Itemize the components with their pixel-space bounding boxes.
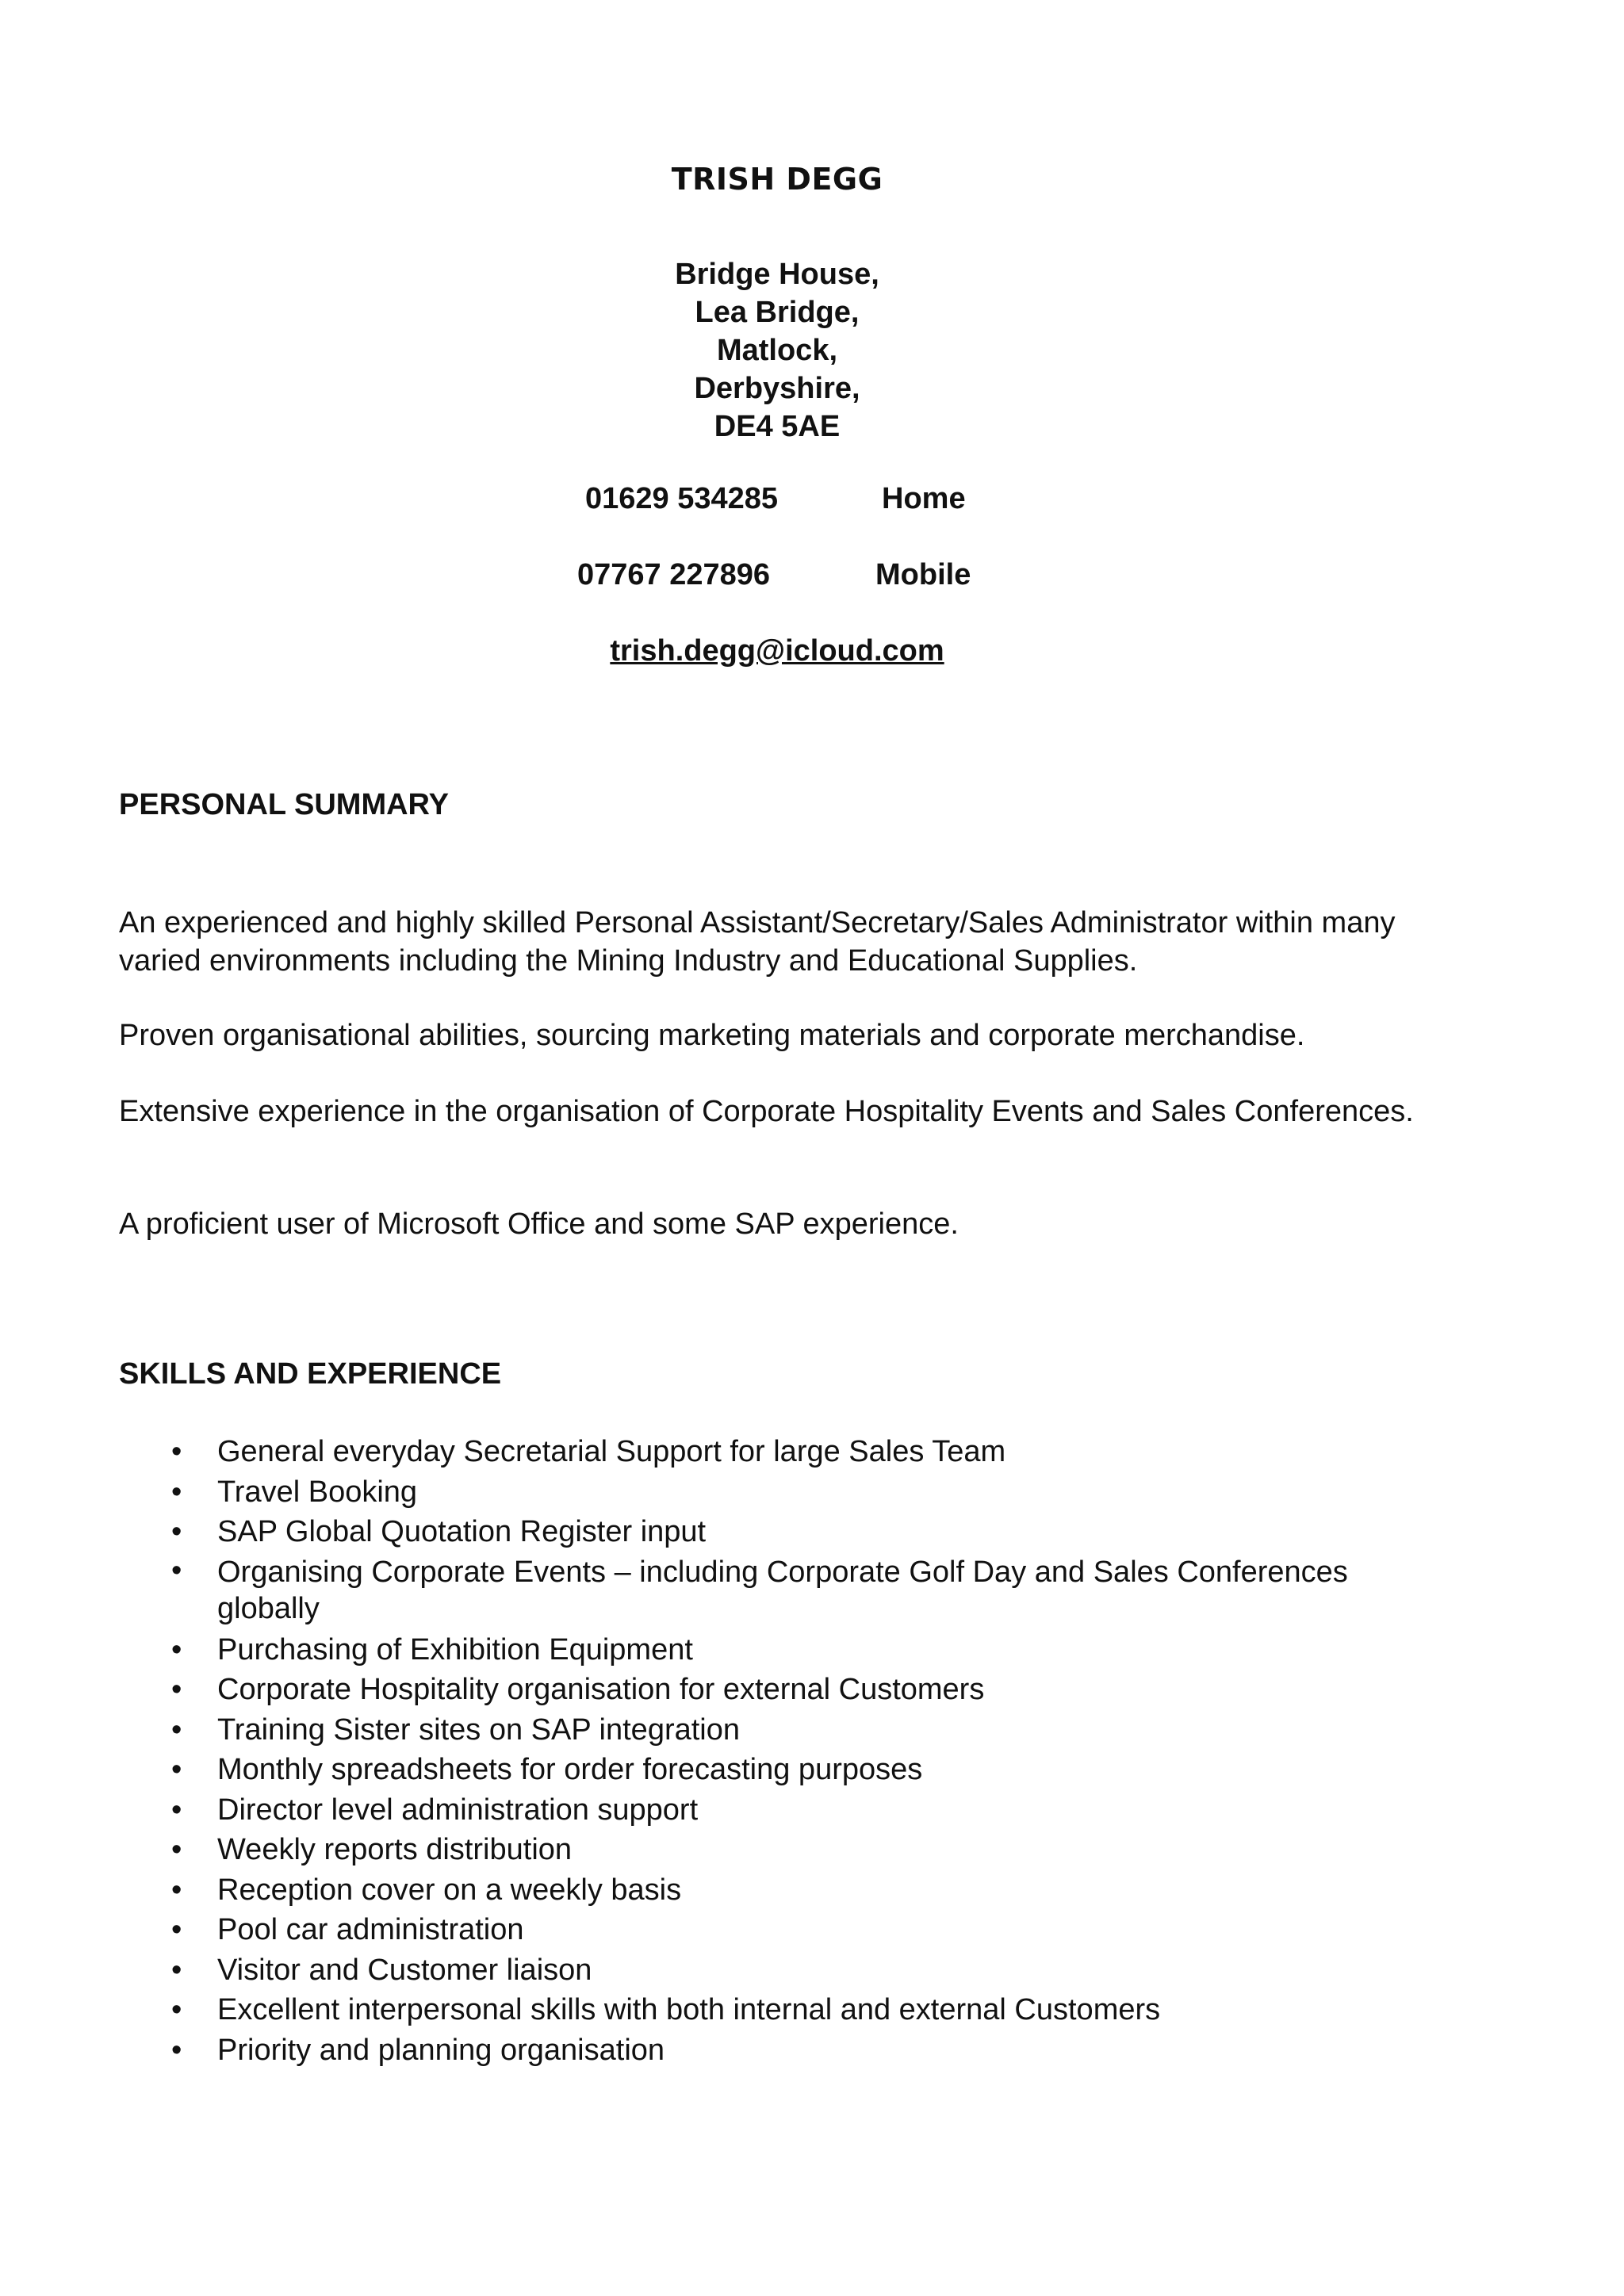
bullet-icon: • (171, 1475, 182, 1509)
summary-paragraph: An experienced and highly skilled Personal Assistant/Secretary/Sales Administrator within many varied environments including the Mining Industry and Educational Supplies. (119, 906, 1396, 978)
summary-paragraph: Extensive experience in the organisation of Corporate Hospitality Events and Sales Conferences. (119, 1095, 1414, 1128)
skill-text: Purchasing of Exhibition Equipment (217, 1632, 693, 1667)
list-item (119, 1432, 1467, 1472)
address-line: Derbyshire, (694, 372, 860, 405)
skill-text: Training Sister sites on SAP integration (217, 1712, 741, 1747)
list-item (119, 2030, 1467, 2071)
summary-paragraph: A proficient user of Microsoft Office and some SAP experience. (119, 1207, 959, 1241)
skill-text: SAP Global Quotation Register input (217, 1515, 707, 1548)
list-item (119, 1552, 1467, 1630)
list-item (119, 1670, 1467, 1710)
list-item (119, 1750, 1467, 1790)
list-item (119, 1512, 1467, 1552)
bullet-icon: • (171, 1873, 182, 1907)
skill-text: Pool car administration (217, 1913, 524, 1946)
list-item (119, 1472, 1467, 1513)
list-item (119, 1910, 1467, 1950)
bullet-icon: • (171, 1673, 182, 1706)
bullet-icon: • (171, 2033, 182, 2067)
address-line: DE4 5AE (714, 410, 841, 443)
skill-text: Weekly reports distribution (217, 1833, 573, 1866)
skills-heading: SKILLS AND EXPERIENCE (119, 1357, 502, 1391)
skill-text: Travel Booking (217, 1475, 418, 1509)
list-item (119, 1950, 1467, 1991)
home-phone-number: 01629 534285 (585, 482, 779, 515)
list-item (119, 1710, 1467, 1751)
skill-text: Reception cover on a weekly basis (217, 1873, 682, 1907)
bullet-icon: • (171, 1993, 182, 2026)
candidate-name: TRISH DEGG (671, 162, 883, 197)
bullet-icon: • (171, 1913, 182, 1946)
skill-text: Monthly spreadsheets for order forecasting purposes (217, 1753, 923, 1786)
address-line: Bridge House, (675, 258, 879, 291)
skill-text: Excellent interpersonal skills with both internal and external Customers (217, 1993, 1161, 2026)
bullet-icon: • (171, 1953, 182, 1987)
address-line: Lea Bridge, (695, 296, 860, 329)
bullet-icon: • (171, 1553, 182, 1587)
address-line: Matlock, (716, 334, 838, 367)
list-item (119, 1830, 1467, 1870)
bullet-icon: • (171, 1793, 182, 1827)
bullet-icon: • (171, 1833, 182, 1866)
list-item (119, 1990, 1467, 2030)
skill-text: Director level administration support (217, 1793, 699, 1827)
skill-text: Visitor and Customer liaison (217, 1953, 592, 1987)
list-item (119, 1870, 1467, 1911)
list-item (119, 1630, 1467, 1670)
skill-text: Organising Corporate Events – including Corporate Golf Day and Sales Conferences globally (217, 1555, 1348, 1625)
skill-text: Corporate Hospitality organisation for external Customers (217, 1673, 985, 1706)
bullet-icon: • (171, 1712, 182, 1747)
bullet-icon: • (171, 1632, 182, 1667)
skill-text: General everyday Secretarial Support for large Sales Team (217, 1435, 1006, 1468)
mobile-phone-label: Mobile (875, 558, 971, 591)
list-item (119, 1790, 1467, 1831)
skills-list (119, 1432, 1467, 2070)
home-phone-label: Home (882, 482, 966, 515)
email-link[interactable]: trish.degg@icloud.com (610, 634, 944, 668)
summary-paragraph: Proven organisational abilities, sourcing marketing materials and corporate merchandise. (119, 1019, 1305, 1052)
bullet-icon: • (171, 1515, 182, 1548)
address-block (0, 255, 1554, 446)
skill-text: Priority and planning organisation (217, 2033, 665, 2067)
personal-summary-heading: PERSONAL SUMMARY (119, 788, 449, 821)
bullet-icon: • (171, 1435, 182, 1468)
bullet-icon: • (171, 1753, 182, 1786)
mobile-phone-number: 07767 227896 (577, 558, 771, 591)
